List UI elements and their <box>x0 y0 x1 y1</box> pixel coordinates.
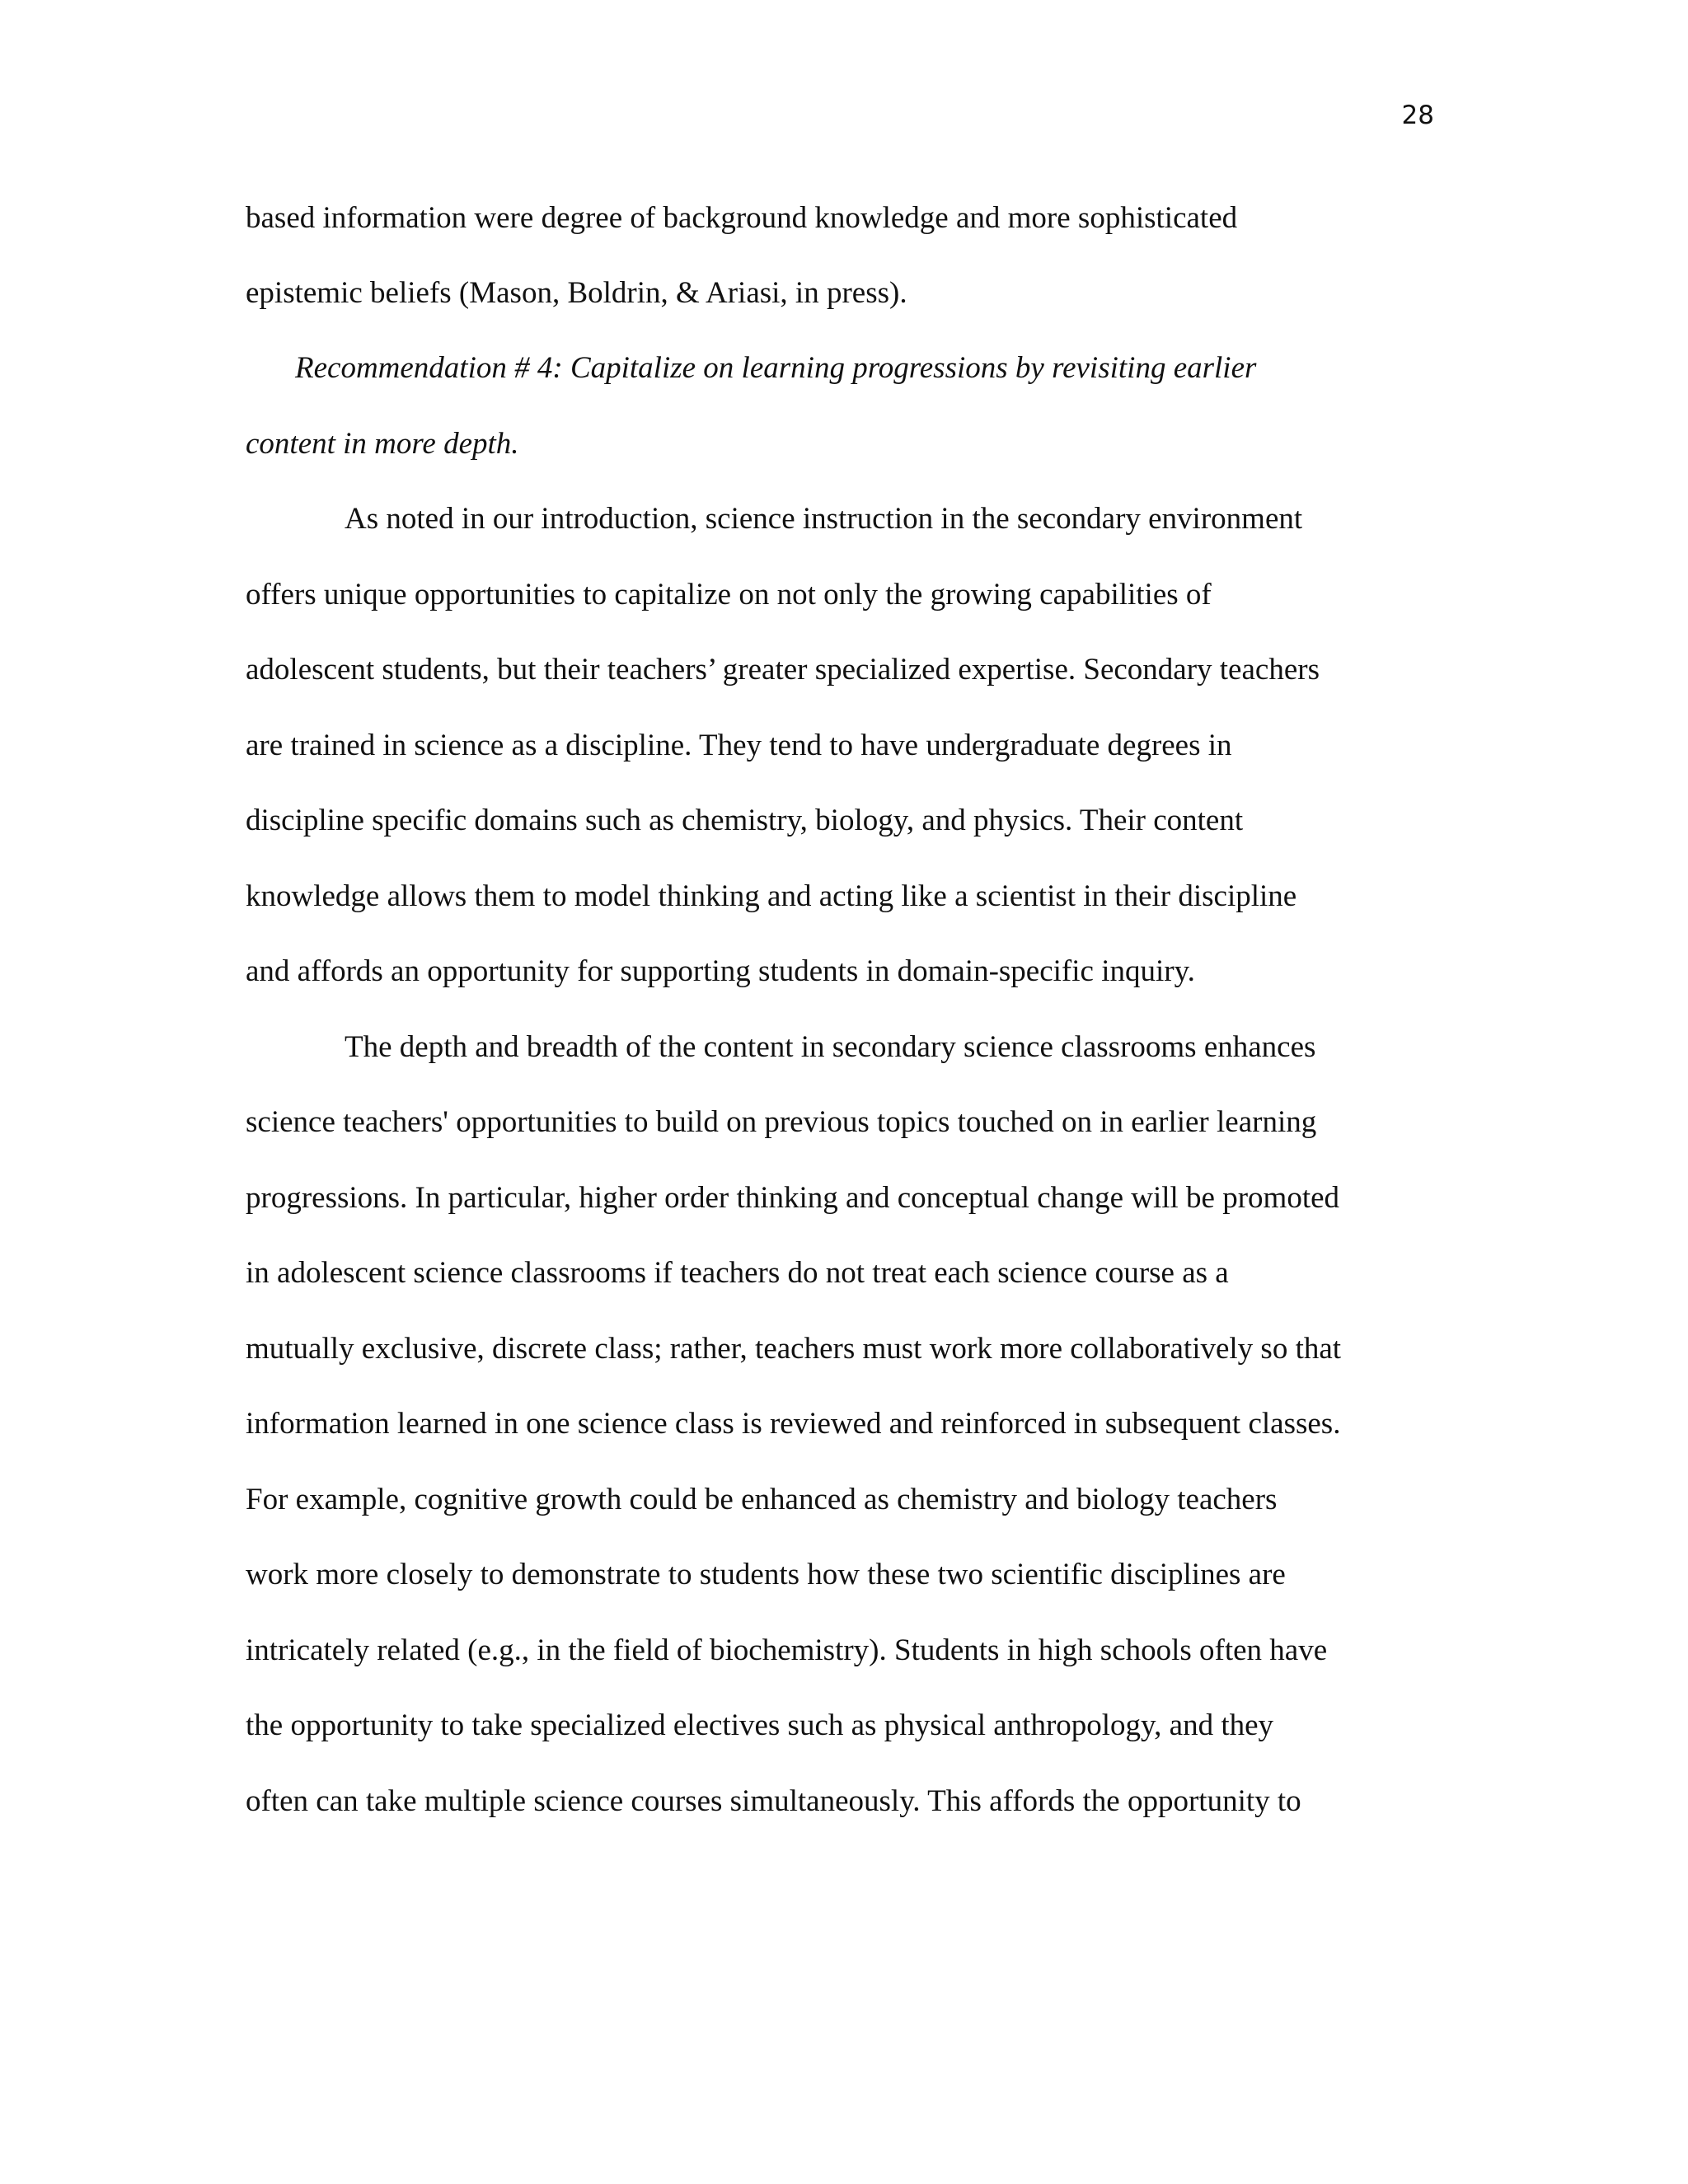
body-text-line: For example, cognitive growth could be enhanced as chemistry and biology teachers <box>246 1483 1278 1516</box>
recommendation-heading: content in more depth. <box>246 427 519 461</box>
body-text-line: discipline specific domains such as chemistry, biology, and physics. Their content <box>246 804 1244 837</box>
body-text-line: epistemic beliefs (Mason, Boldrin, & Ariasi, in press). <box>246 276 907 310</box>
body-text-line: As noted in our introduction, science instruction in the secondary environment <box>345 502 1303 536</box>
body-text-line: and affords an opportunity for supporting students in domain-specific inquiry. <box>246 954 1195 988</box>
body-text-line: progressions. In particular, higher order thinking and conceptual change will be promoted <box>246 1181 1340 1215</box>
body-text-line: often can take multiple science courses simultaneously. This affords the opportunity to <box>246 1784 1301 1818</box>
body-text-line: are trained in science as a discipline. They tend to have undergraduate degrees in <box>246 729 1232 762</box>
body-text-line: information learned in one science class is reviewed and reinforced in subsequent classes. <box>246 1407 1341 1441</box>
body-text-line: intricately related (e.g., in the field of biochemistry). Students in high schools often have <box>246 1633 1328 1667</box>
page-number: 28 <box>1401 101 1434 130</box>
body-text-line: based information were degree of background knowledge and more sophisticated <box>246 201 1238 235</box>
body-text-line: knowledge allows them to model thinking and acting like a scientist in their discipline <box>246 879 1297 913</box>
body-text-line: science teachers' opportunities to build on previous topics touched on in earlier learning <box>246 1105 1317 1139</box>
body-text-line: the opportunity to take specialized electives such as physical anthropology, and they <box>246 1708 1274 1742</box>
body-text-line: The depth and breadth of the content in secondary science classrooms enhances <box>345 1030 1316 1064</box>
body-text-line: offers unique opportunities to capitalize on not only the growing capabilities of <box>246 578 1212 612</box>
recommendation-heading: Recommendation # 4: Capitalize on learning progressions by revisiting earlier <box>295 351 1257 385</box>
body-text-line: in adolescent science classrooms if teachers do not treat each science course as a <box>246 1256 1229 1290</box>
body-text-line: work more closely to demonstrate to students how these two scientific disciplines are <box>246 1558 1286 1591</box>
body-text-line: adolescent students, but their teachers’ greater specialized expertise. Secondary teachers <box>246 653 1320 687</box>
body-text-line: mutually exclusive, discrete class; rather, teachers must work more collaboratively so that <box>246 1332 1342 1366</box>
